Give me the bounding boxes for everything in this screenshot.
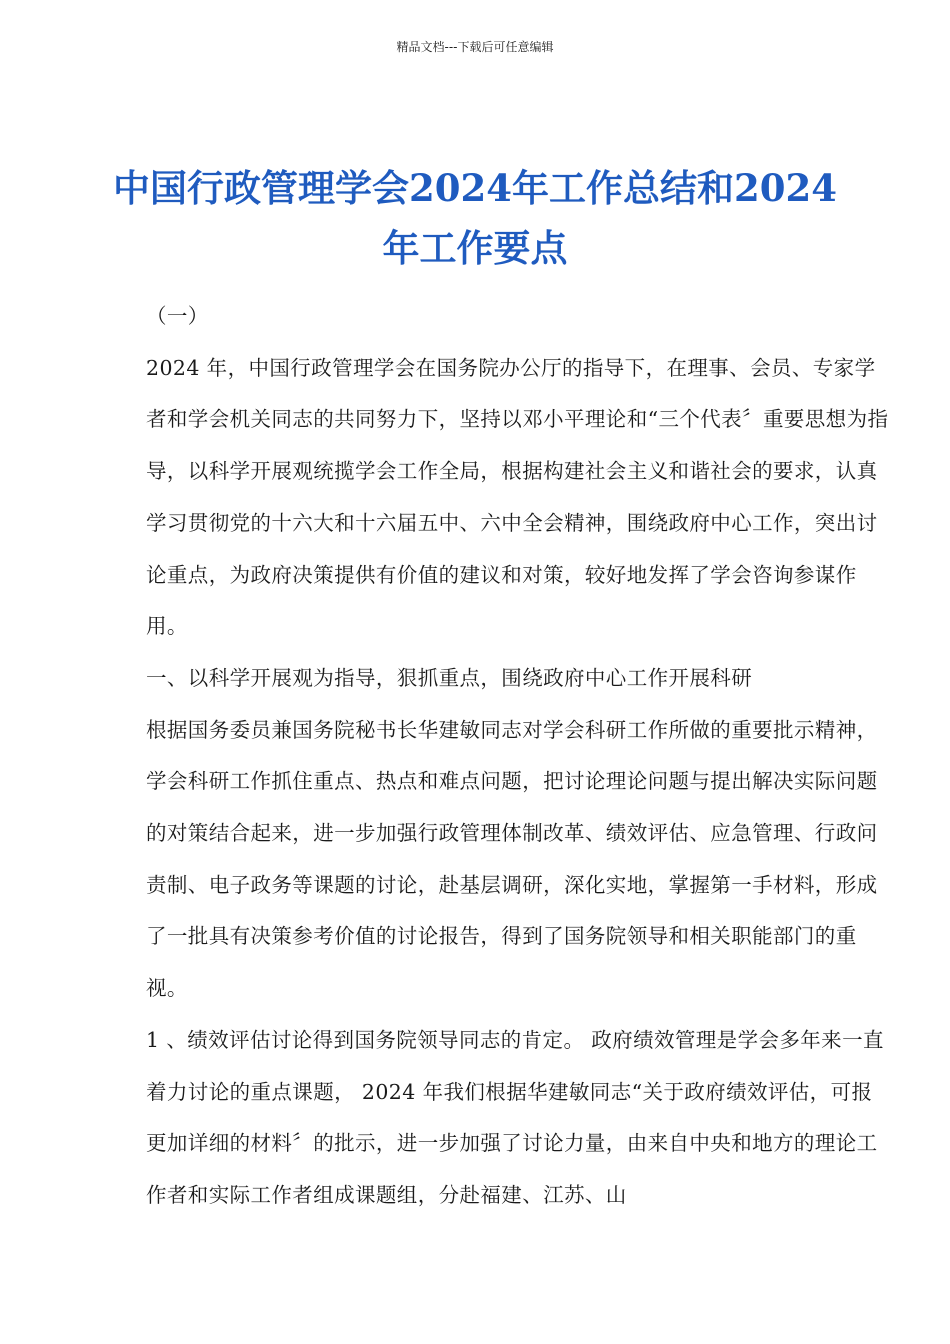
section-marker: （一） <box>146 304 209 328</box>
document-title: 中国行政管理学会2024年工作总结和2024年工作要点 <box>113 166 837 270</box>
paragraph-performance: 1 、绩效评估讨论得到国务院领导同志的肯定。 政府绩效管理是学会多年来一直着力讨论的重点课题， 2024 年我们根据华建敏同志“关于政府绩效评估，可报更加详细的材料〞的批示，进一步加强了讨论力量，由来自中央和地方的理论工作者和实际工作者组成课题组，分赴福建、江苏、山 <box>146 1027 884 1207</box>
page-header: 精品文档---下载后可任意编辑 <box>396 40 554 54</box>
section-heading: 一、以科学开展观为指导，狠抓重点，围绕政府中心工作开展科研 <box>146 665 753 690</box>
paragraph-intro: 2024 年，中国行政管理学会在国务院办公厅的指导下，在理事、会员、专家学者和学会机关同志的共同努力下，坚持以邓小平理论和“三个代表〞重要思想为指导，以科学开展观统揽学会工作全局，根据构建社会主义和谐社会的要求，认真学习贯彻党的十六大和十六届五中、六中全会精神，围绕政府中心工作，突出讨论重点，为政府决策提供有价值的建议和对策，较好地发挥了学会咨询参谋作用。 <box>146 355 889 639</box>
document-body <box>146 291 890 1222</box>
paragraph-research: 根据国务委员兼国务院秘书长华建敏同志对学会科研工作所做的重要批示精神，学会科研工作抓住重点、热点和难点问题，把讨论理论问题与提出解决实际问题的对策结合起来，进一步加强行政管理体制改革、绩效评估、应急管理、行政问责制、电子政务等课题的讨论，赴基层调研，深化实地，掌握第一手材料，形成了一批具有决策参考价值的讨论报告，得到了国务院领导和相关职能部门的重视。 <box>146 717 878 1001</box>
